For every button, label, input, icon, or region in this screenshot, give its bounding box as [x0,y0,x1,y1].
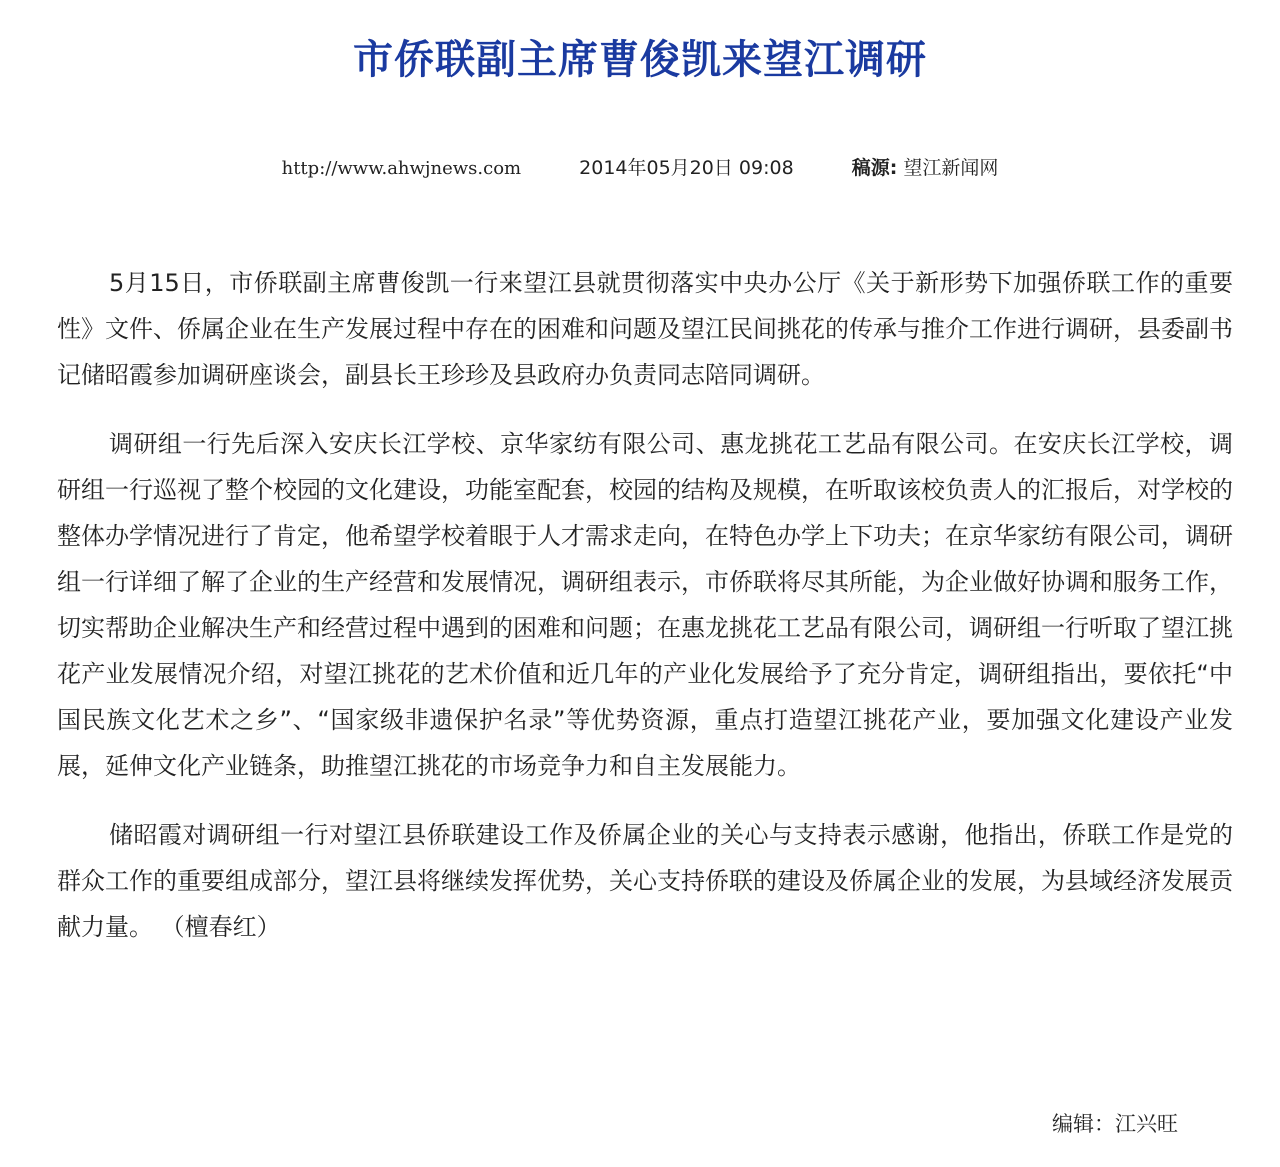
article-paragraph: 储昭霞对调研组一行对望江县侨联建设工作及侨属企业的关心与支持表示感谢，他指出，侨联工作是党的群众工作的重要组成部分，望江县将继续发挥优势，关心支持侨联的建设及侨属企业的发展，为县域经济发展贡献力量。 （檀春红） [57,821,1233,941]
article-paragraph: 调研组一行先后深入安庆长江学校、京华家纺有限公司、惠龙挑花工艺品有限公司。在安庆长江学校，调研组一行巡视了整个校园的文化建设，功能室配套，校园的结构及规模，在听取该校负责人的汇报后，对学校的整体办学情况进行了肯定，他希望学校着眼于人才需求走向，在特色办学上下功夫；在京华家纺有限公司，调研组一行详细了解了企业的生产经营和发展情况，调研组表示，市侨联将尽其所能，为企业做好协调和服务工作，切实帮助企业解决生产和经营过程中遇到的困难和问题；在惠龙挑花工艺品有限公司，调研组一行听取了望江挑花产业发展情况介绍，对望江挑花的艺术价值和近几年的产业化发展给予了充分肯定，调研组指出，要依托“中国民族文化艺术之乡”、“国家级非遗保护名录”等优势资源，重点打造望江挑花产业，要加强文化建设产业发展，延伸文化产业链条，助推望江挑花的市场竞争力和自主发展能力。 [57,430,1233,780]
article-body [57,260,1233,973]
site-url: http://www.ahwjnews.com [281,158,522,179]
article-meta [0,152,1280,185]
publish-date: 2014年05月20日 09:08 [579,157,794,179]
source-name: 望江新闻网 [903,157,999,179]
article-title: 市侨联副主席曹俊凯来望江调研 [353,36,927,83]
source-label: 稿源: [851,157,898,179]
article-paragraph: 5月15日，市侨联副主席曹俊凯一行来望江县就贯彻落实中央办公厅《关于新形势下加强侨联工作的重要性》文件、侨属企业在生产发展过程中存在的困难和问题及望江民间挑花的传承与推介工作进行调研，县委副书记储昭霞参加调研座谈会，副县长王珍珍及县政府办负责同志陪同调研。 [57,269,1233,389]
editor-credit: 编辑：江兴旺 [1052,1112,1178,1136]
